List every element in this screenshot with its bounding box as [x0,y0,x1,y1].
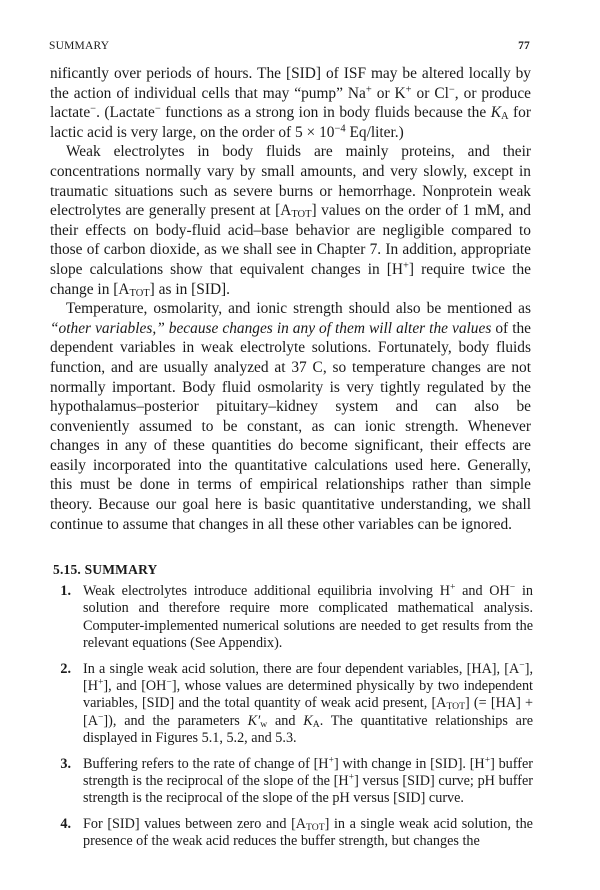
running-title: SUMMARY [49,40,110,52]
summary-item [53,756,533,808]
item-text: For [SID] values between zero and $[A_{TOT}]$ in a single weak acid solution, the presence of the weak acid reduces the buffer strength, but changes the [83,815,533,850]
summary-list [53,583,533,859]
body-text [50,64,531,534]
item-number: 1. [60,583,71,599]
paragraph-continued: nificantly over periods of hours. The [SID] of ISF may be altered locally by the action of individual cells that may “pump” Na+ or K+ or Cl−, or produce lactate−. (Lactate− functions as a strong ion in body fluids because the $K_A$ for lactic acid is very large, on the order of $5 \times 10^{-4}$ Eq/liter.) [50,65,532,141]
item-number: 2. [60,660,71,677]
paragraph-weak-electrolytes: Weak electrolytes in body fluids are mainly proteins, and their concentrations normally vary by small amounts, and very slowly, except in traumatic situations such as severe burns or hemorrhage. Nonprotein weak electrolytes are generally present at $[A_{TOT}]$ values on the order of 1 mM, and their effects on body-fluid acid–base behavior are negligible compared to those of carbon dioxide, as we shall see in Chapter 7. In addition, appropriate slope calculations show that equivalent changes in [H+] require twice the change in $[A_{TOT}]$ as in [SID]. [50,143,531,299]
item-text: In a single weak acid solution, there are four dependent variables, [HA], [A−], [H+], and [OH−], whose values are determined physically by two independent variables, [SID] and the total quantity of weak acid present, $[A_{TOT}]$ (= [HA] + [A−]), and the parameters $K'_w$ and $K_A$. The quantitative relationships are displayed in Figures 5.1, 5.2, and 5.3. [83,659,533,747]
item-number: 3. [60,755,71,772]
summary-item [53,583,533,653]
running-header [49,40,530,52]
summary-item [53,816,533,851]
page-number: 77 [518,40,530,52]
item-text: Buffering refers to the rate of change of [H+] with change in [SID]. [H+] buffer strength is the reciprocal of the slope of the [H+] versus [SID] curve; pH buffer strength is the reciprocal of the slope of the pH versus [SID] curve. [83,754,533,807]
paragraph-other-variables: Temperature, osmolarity, and ionic strength should also be mentioned as “other variables,” because changes in any of them will alter the values of the dependent variables in weak electrolyte solutions. Fortunately, body fluids function, and are usually analyzed at 37 C, so temperature changes are not normally important. Body fluid osmolarity is very tightly regulated by the hypothalamus–posterior pituitary–kidney system and can also be conveniently assumed to be constant, as can ionic strength. Whenever changes in any of these quantities do become significant, their effects are easily incorporated into the quantitative calculations used here. Generally, this must be done in terms of empirical relationships rather than simple theory. Because our goal here is basic quantitative understanding, we shall continue to assume that changes in all these other variables can be ignored. [50,300,531,533]
item-text: Weak electrolytes introduce additional equilibria involving H+ and OH− in solution and therefore require more complicated mathematical analysis. Computer-implemented numerical solutions are needed to get results from the relevant equations (See Appendix). [83,581,533,652]
item-number: 4. [60,815,71,832]
section-heading: 5.15. SUMMARY [53,562,158,577]
summary-item [53,661,533,748]
